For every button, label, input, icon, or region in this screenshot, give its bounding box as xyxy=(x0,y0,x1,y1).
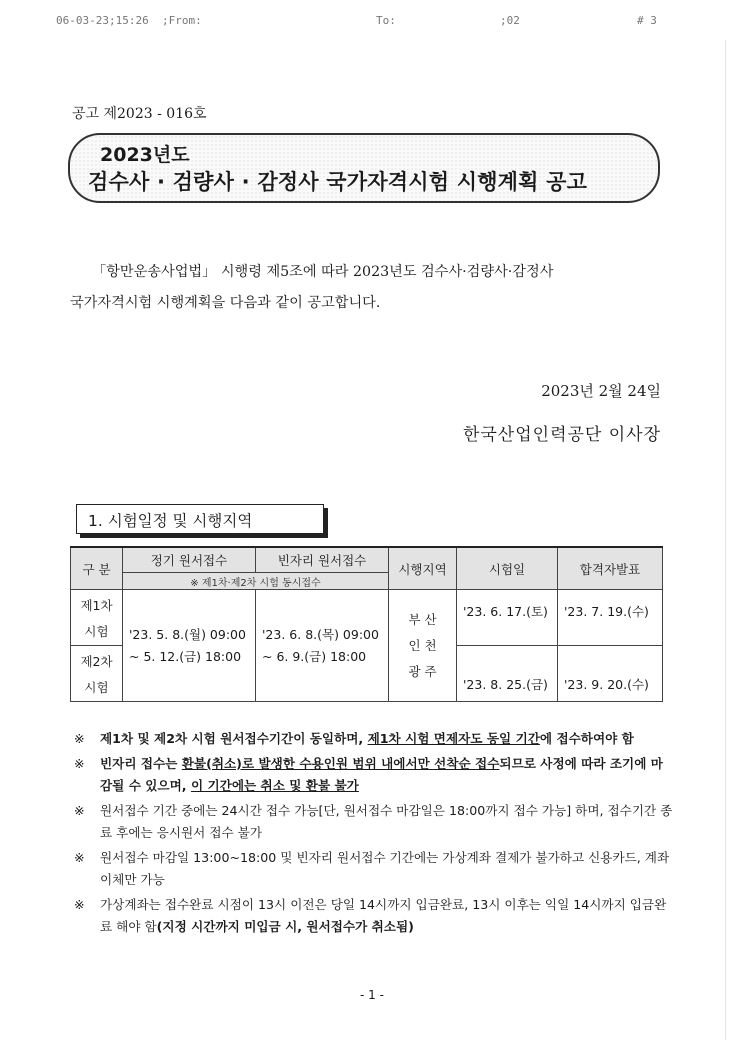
note-text: 되므로 사정에 따라 조기에 마감될 수 있으며, xyxy=(100,755,663,793)
schedule-table xyxy=(70,546,663,702)
intro-line-2: 국가자격시험 시행계획을 다음과 같이 공고합니다. xyxy=(70,295,381,311)
note-underlined: 이 기간에는 취소 및 환불 불가 xyxy=(190,778,359,793)
header-region: 시행지역 xyxy=(389,547,457,590)
region-item: 부 산 xyxy=(408,611,437,627)
notes-list xyxy=(74,728,674,941)
note-mark: ※ xyxy=(74,849,85,865)
note-text: 빈자리 접수는 xyxy=(100,755,182,771)
note-bold: (지정 시간까지 미입금 시, 원서접수가 취소됨) xyxy=(156,919,414,934)
vacancy-period xyxy=(256,590,389,702)
intro-line-1: 「항만운송사업법」 시행령 제5조에 따라 2023년도 검수사·검량사·감정사 xyxy=(92,264,554,280)
note-mark: ※ xyxy=(74,755,85,771)
fax-page-code: ;02 xyxy=(500,14,520,27)
section-title: 1. 시험일정 및 시행지역 xyxy=(88,512,253,530)
page-title: 검수사 · 검량사 · 감정사 국가자격시험 시행계획 공고 xyxy=(88,170,588,194)
row-label-1a: 제1차 xyxy=(80,597,113,613)
row-label-1b: 시험 xyxy=(84,623,109,639)
row-label-1 xyxy=(71,590,123,646)
regular-period-end: ~ 5. 12.(금) 18:00 xyxy=(129,648,242,664)
note-mark: ※ xyxy=(74,731,85,746)
note-item xyxy=(74,728,674,751)
note-text: 원서접수 마감일 13:00~18:00 및 빈자리 원서접수 기간에는 가상계좌 결제가 불가하고 신용카드, 계좌이체만 가능 xyxy=(100,849,670,887)
region-item: 인 천 xyxy=(408,637,437,653)
row-label-2 xyxy=(71,646,123,702)
result-date-2: '23. 9. 20.(수) xyxy=(558,646,663,702)
header-vacancy: 빈자리 원서접수 xyxy=(256,547,389,573)
row-label-2b: 시험 xyxy=(84,679,109,695)
notice-number: 공고 제2023 - 016호 xyxy=(72,106,207,122)
notice-date: 2023년 2월 24일 xyxy=(541,382,661,400)
fax-page-hash: # 3 xyxy=(637,14,657,27)
schedule-table-wrapper xyxy=(70,546,662,702)
header-combined-note: ※ 제1차·제2차 시험 동시접수 xyxy=(123,573,389,590)
fax-from: ;From: xyxy=(162,14,202,27)
vacancy-period-end: ~ 6. 9.(금) 18:00 xyxy=(262,648,367,664)
fax-to: To: xyxy=(376,14,396,27)
signer: 한국산업인력공단 이사장 xyxy=(462,425,661,445)
note-item xyxy=(74,894,674,939)
note-item xyxy=(74,847,674,892)
note-underlined: 제1차 시험 면제자도 동일 기간 xyxy=(367,731,540,746)
note-text: 원서접수 기간 중에는 24시간 접수 가능[단, 원서접수 마감일은 18:00까지 접수 가능] 하며, 접수기간 종료 후에는 응시원서 접수 불가 xyxy=(100,802,673,840)
note-item xyxy=(74,753,674,798)
note-mark: ※ xyxy=(74,896,85,912)
intro-paragraph xyxy=(70,257,670,319)
scan-edge-line xyxy=(725,40,726,1040)
regular-period xyxy=(123,590,256,702)
note-text: 에 접수하여야 함 xyxy=(539,731,634,746)
fax-datetime: 06-03-23;15:26 xyxy=(56,14,149,27)
regular-period-start: '23. 5. 8.(월) 09:00 xyxy=(129,626,246,642)
header-exam-date: 시험일 xyxy=(457,547,558,590)
vacancy-period-start: '23. 6. 8.(목) 09:00 xyxy=(262,626,379,642)
row-label-2a: 제2차 xyxy=(80,653,113,669)
exam-date-1: '23. 6. 17.(토) xyxy=(457,590,558,646)
header-regular: 정기 원서접수 xyxy=(123,547,256,573)
exam-date-2: '23. 8. 25.(금) xyxy=(457,646,558,702)
title-year: 2023년도 xyxy=(100,144,190,166)
region-cell xyxy=(389,590,457,702)
note-mark: ※ xyxy=(74,802,85,818)
page-number: - 1 - xyxy=(360,988,384,1002)
fax-header xyxy=(0,14,744,34)
header-result: 합격자발표 xyxy=(558,547,663,590)
header-category: 구 분 xyxy=(71,547,123,590)
note-item xyxy=(74,800,674,845)
region-item: 광 주 xyxy=(408,663,437,679)
result-date-1: '23. 7. 19.(수) xyxy=(558,590,663,646)
note-text: 제1차 및 제2차 시험 원서접수기간이 동일하며, xyxy=(100,731,368,746)
note-underlined: 환불(취소)로 발생한 수용인원 범위 내에서만 선착순 접수 xyxy=(181,755,500,771)
note-text: 가상계좌는 접수완료 시점이 13시 이전은 당일 14시까지 입금완료, 13시 이후는 익일 14시까지 입금완료 해야 함 xyxy=(100,896,667,934)
